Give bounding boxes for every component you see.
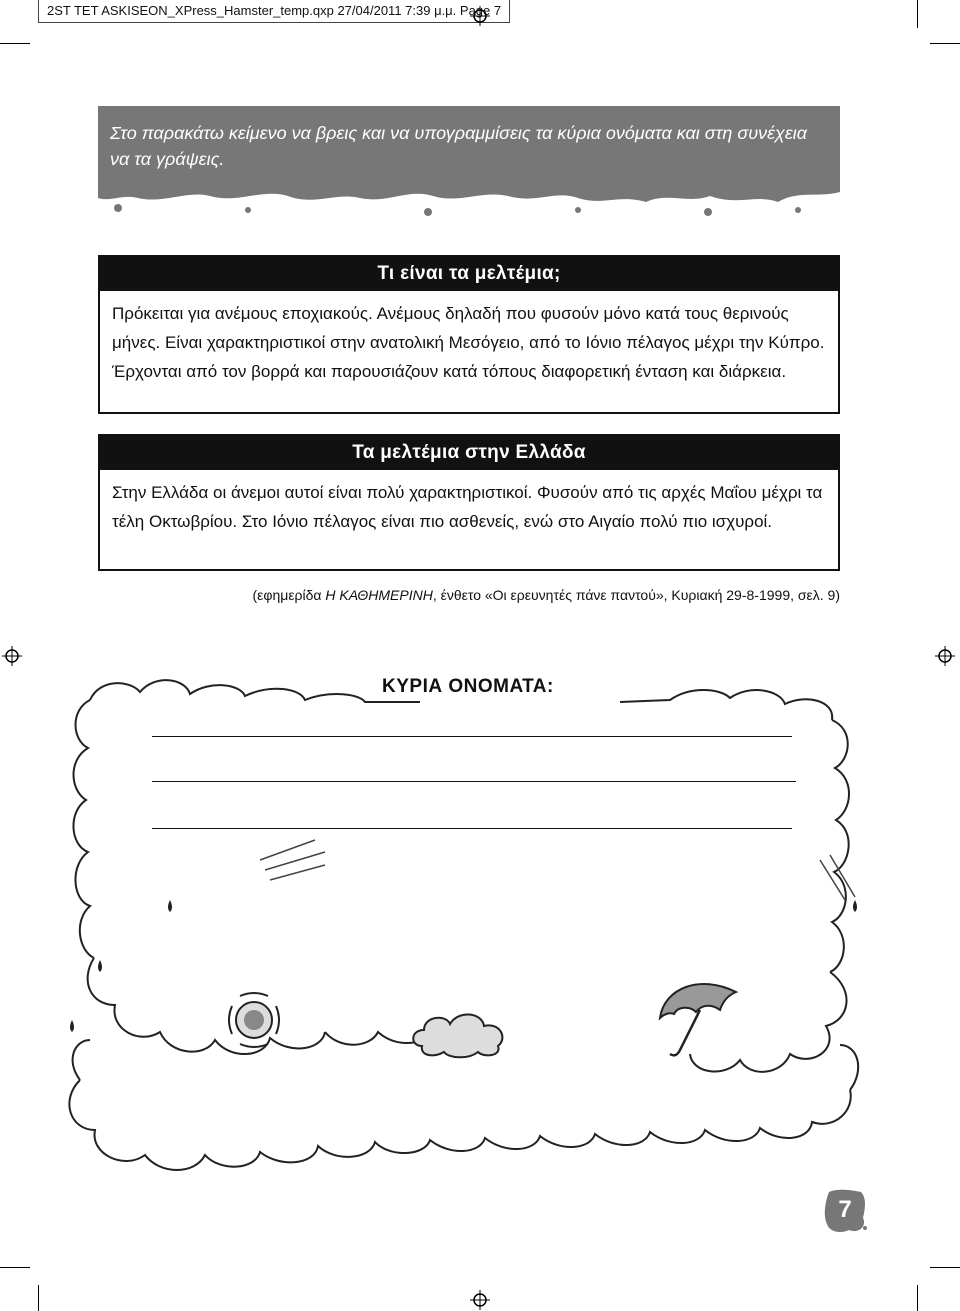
answer-heading: ΚΥΡΙΑ ΟΝΟΜΑΤΑ: [382,676,554,697]
cloud-icon [408,1008,512,1060]
registration-mark-icon [935,646,955,666]
instruction-text: Στο παρακάτω κείμενο να βρεις και να υπογραμμίσεις τα κύρια ονόματα και στη συνέχεια να τα γράψεις. [110,123,808,169]
answer-line[interactable] [152,781,796,782]
crop-mark [917,0,918,28]
print-slug: 2ST TET ASKISEON_XPress_Hamster_temp.qxp 27/04/2011 7:39 μ.μ. Page 7 [38,0,510,23]
registration-mark-icon [470,6,490,26]
sun-icon [222,988,286,1052]
page-number: 7 [838,1196,852,1223]
umbrella-icon [652,970,744,1062]
box-text: Στην Ελλάδα οι άνεμοι αυτοί είναι πολύ χαρακτηριστικοί. Φυσούν από τις αρχές Μαΐου μέχρι τα τέλη Οκτωβρίου. Στο Ιόνιο πέλαγος είναι πιο ασθενείς, ενώ στο Αιγαίο πολύ πιο ισχυροί. [112,483,823,531]
registration-mark-icon [470,1290,490,1310]
registration-mark-icon [2,646,22,666]
text-box-greece [98,434,840,571]
source-prefix: (εφημερίδα [252,587,326,603]
crop-mark [930,43,960,44]
page-number-badge [823,1188,867,1234]
crop-mark [38,1285,39,1311]
box-text: Πρόκειται για ανέμους εποχιακούς. Ανέμους δηλαδή που φυσούν μόνο κατά τους θερινούς μήνες. Είναι χαρακτηριστικοί στην ανατολική Μεσόγειο, από το Ιόνιο πέλαγος μέχρι την Κύπρο. Έρχονται από τον βορρά και παρουσιάζουν κατά τόπους διαφορετική ένταση και διάρκεια. [112,304,825,381]
answer-line[interactable] [152,828,792,829]
source-suffix: , ένθετο «Οι ερευνητές πάνε παντού», Κυριακή 29-8-1999, σελ. 9) [432,587,840,603]
text-box-meltemia [98,255,840,414]
crop-mark [0,43,30,44]
crop-mark [917,1285,918,1311]
box-title: Τα μελτέμια στην Ελλάδα [100,436,838,470]
answer-line[interactable] [152,736,792,737]
source-citation [252,587,840,603]
crop-mark [930,1267,960,1268]
crop-mark [0,1267,30,1268]
source-newspaper: Η ΚΑΘΗΜΕΡΙΝΗ [325,587,433,603]
cloud-frame-illustration [60,660,880,1180]
box-title: Τι είναι τα μελτέμια; [100,257,838,291]
